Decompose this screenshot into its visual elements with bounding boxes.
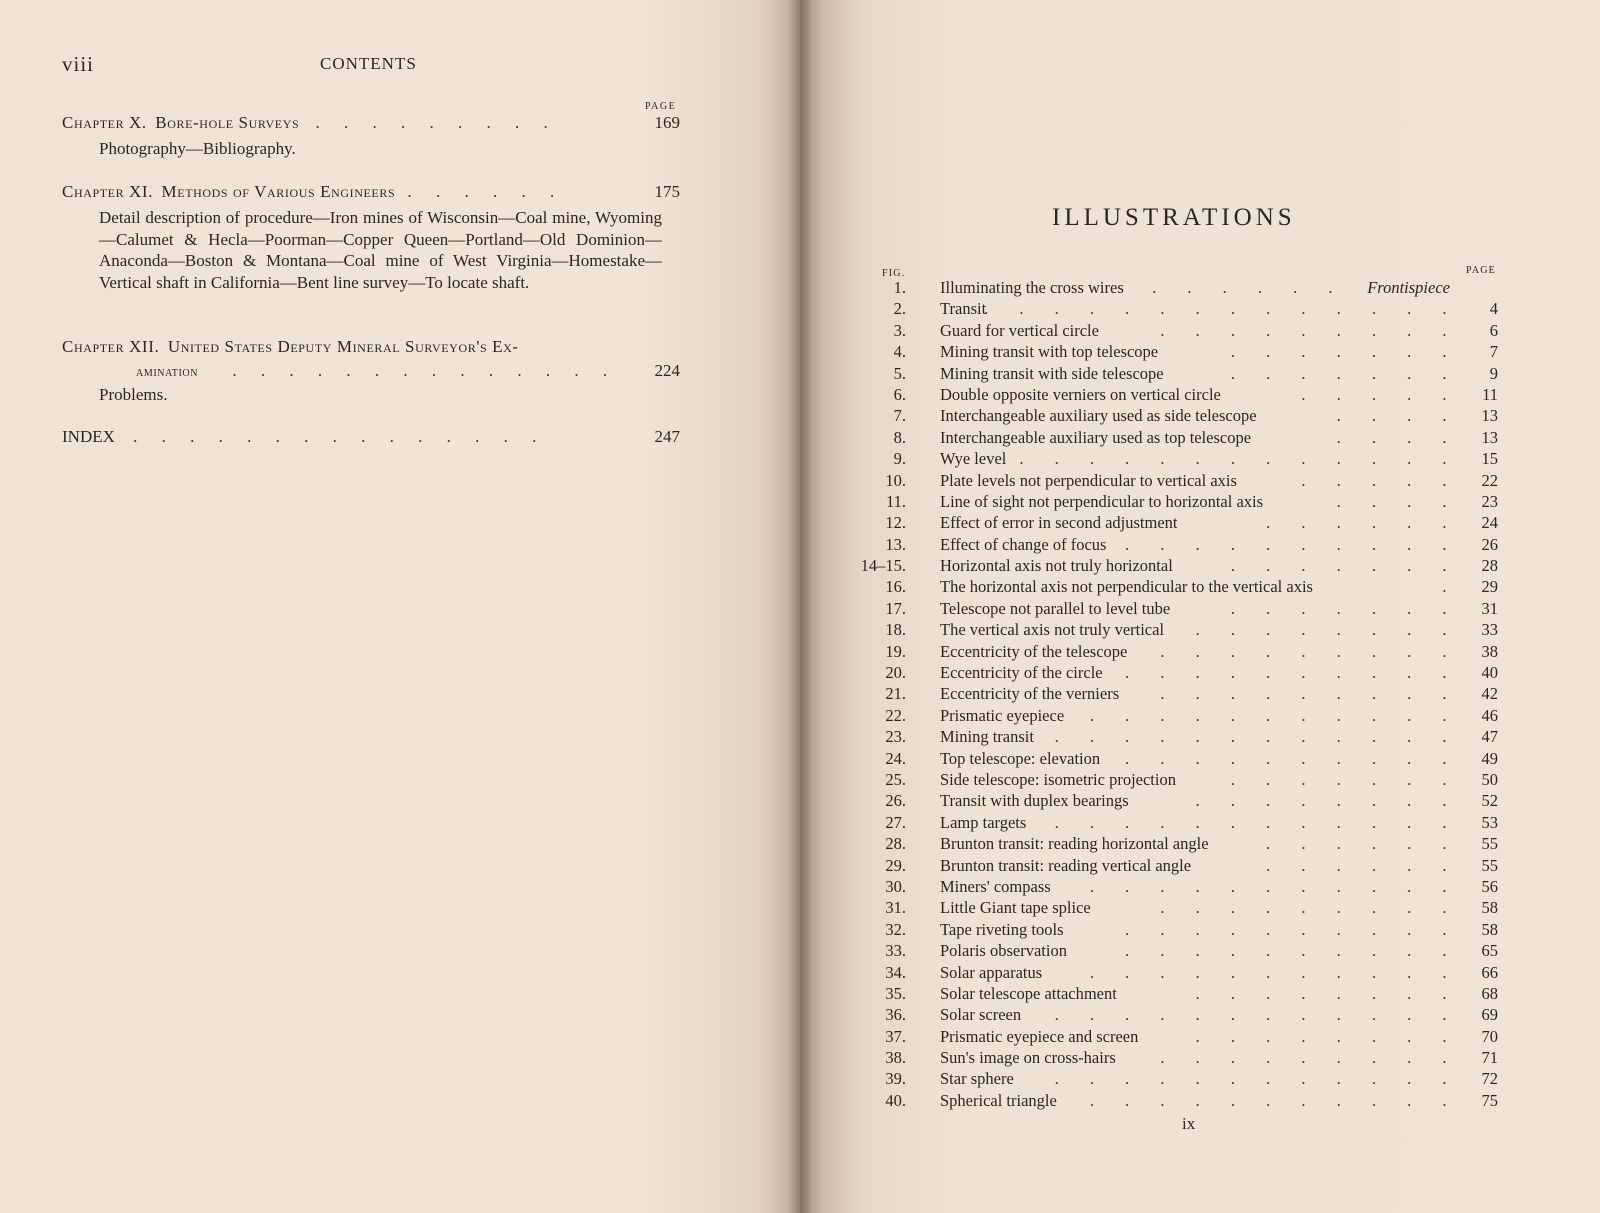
leader-dots: . . . . . . . [1230,556,1460,576]
toc-entry-chapter-xii [62,336,692,406]
figure-page-number: 66 [1481,962,1498,982]
figure-page-number: 13 [1481,406,1498,426]
leader-dots: . . . . [1336,427,1460,447]
figure-number: 27. [885,812,906,832]
leader-dots: . . . . . . . . . . . [1089,962,1460,982]
figure-number: 33. [885,941,906,961]
figure-number: 9. [893,449,906,469]
figure-caption: Guard for vertical circle [940,320,1099,340]
figure-number: 35. [885,983,906,1003]
figure-page-number: 13 [1481,427,1498,447]
figure-page-number: 55 [1481,834,1498,854]
figure-number: 40. [885,1090,906,1110]
figure-number: 37. [885,1026,906,1046]
figure-number: 38. [885,1048,906,1068]
illustration-row [878,855,1508,876]
figure-number: 1. [893,278,906,297]
illustration-row [878,748,1508,769]
illustration-row [878,448,1508,469]
illustration-row [878,812,1508,833]
illustration-row [878,576,1508,597]
figure-caption: Side telescope: isometric projection [940,769,1176,789]
figure-number: 8. [893,427,906,447]
illustration-row [878,405,1508,426]
figure-page-number: 15 [1481,449,1498,469]
figure-number: 14–15. [860,556,906,576]
leader-dots: . . . . . . [1266,855,1460,875]
leader-dots: . . . . . . . . . . . . [1054,812,1460,832]
figure-page-number: Frontispiece [1367,278,1450,297]
figure-number: 23. [885,727,906,747]
figure-caption: Wye level [940,449,1007,469]
illustrations-title: ILLUSTRATIONS [1052,204,1296,231]
figure-number: 24. [885,748,906,768]
figure-caption: Telescope not parallel to level tube [940,598,1171,618]
leader-dots: . . . . . . . [1230,598,1460,618]
illustration-row [878,320,1508,341]
leader-dots: . . . . . . . [1230,363,1460,383]
chapter-title: United States Deputy Mineral Surveyor's Ex- [167,337,519,356]
leader-dots: . . . . . . . . . [315,113,558,132]
toc-entry-chapter-xi [62,181,692,293]
figure-number: 16. [885,577,906,597]
figure-caption: Spherical triangle [940,1090,1057,1110]
chapter-label: Chapter XI. [62,182,154,201]
figure-caption: Mining transit [940,727,1034,747]
leader-dots: . . . . . . . . . . . . [1054,1069,1460,1089]
figure-page-number: 55 [1481,855,1498,875]
fig-column-label: FIG. [882,268,906,279]
figure-page-number: 26 [1481,534,1498,554]
illustration-row [878,491,1508,512]
figure-caption: Interchangeable auxiliary used as side telescope [940,406,1257,426]
figure-number: 2. [893,299,906,319]
illustration-row [878,534,1508,555]
figure-page-number: 72 [1481,1069,1498,1089]
chapter-title: Bore-hole Surveys [155,113,300,132]
chapter-description: Problems. [99,385,168,404]
figure-caption: Effect of change of focus [940,534,1107,554]
figure-caption: Effect of error in second adjustment [940,513,1178,533]
figure-page-number: 4 [1489,299,1498,319]
figure-number: 4. [893,342,906,362]
figure-page-number: 58 [1481,898,1498,918]
chapter-title-continued: amination [136,365,199,380]
chapter-title: Methods of Various Engineers [161,182,396,201]
illustration-row [878,470,1508,491]
figure-number: 7. [893,406,906,426]
leader-dots: . . . . . . . . . . . [1089,876,1460,896]
figure-page-number: 31 [1481,598,1498,618]
illustration-row [878,876,1508,897]
illustration-row [878,619,1508,640]
leader-dots: . . . . . . . . . . . [1089,705,1460,725]
figure-caption: Solar telescope attachment [940,983,1117,1003]
figure-page-number: 40 [1481,663,1498,683]
illustrations-list [860,277,1508,1111]
illustration-row [878,726,1508,747]
figure-page-number: 58 [1481,919,1498,939]
figure-page-number: 33 [1481,620,1498,640]
illustration-row [878,641,1508,662]
figure-number: 31. [885,898,906,918]
illustration-row [878,705,1508,726]
figure-page-number: 23 [1481,491,1498,511]
figure-page-number: 71 [1481,1048,1498,1068]
figure-page-number: 52 [1481,791,1498,811]
chapter-label: Chapter X. [62,113,147,132]
figure-caption: Line of sight not perpendicular to horizontal axis [940,491,1264,511]
illustration-row [878,384,1508,405]
figure-page-number: 69 [1481,1005,1498,1025]
left-page-folio: viii [62,52,95,76]
leader-dots: . . . . . . [1152,278,1346,297]
figure-page-number: 65 [1481,941,1498,961]
illustration-row [878,1047,1508,1068]
figure-number: 30. [885,876,906,896]
illustration-row [878,598,1508,619]
figure-page-number: 68 [1481,983,1498,1003]
illustration-row [878,769,1508,790]
figure-number: 19. [885,641,906,661]
figure-number: 26. [885,791,906,811]
figure-number: 39. [885,1069,906,1089]
illustration-row [878,341,1508,362]
figure-number: 18. [885,620,906,640]
illustration-row [878,962,1508,983]
illustration-row [878,427,1508,448]
figure-page-number: 46 [1481,705,1498,725]
figure-number: 29. [885,855,906,875]
figure-page-number: 75 [1481,1090,1498,1110]
figure-number: 17. [885,598,906,618]
figure-caption: Prismatic eyepiece and screen [940,1026,1139,1046]
figure-number: 36. [885,1005,906,1025]
figure-number: 6. [893,384,906,404]
leader-dots: . . . . . . . . . . [1125,919,1460,939]
illustration-row [878,919,1508,940]
figure-number: 34. [885,962,906,982]
figure-caption: Eccentricity of the circle [940,663,1103,683]
figure-number: 11. [885,491,906,511]
index-page-number: 247 [654,427,680,446]
contents-page-column-label: PAGE [645,101,677,112]
leader-dots: . . . . . . . . . . . . . . [232,361,618,380]
figure-page-number: 53 [1481,812,1498,832]
figure-caption: Eccentricity of the verniers [940,684,1120,704]
figure-caption: Brunton transit: reading horizontal angle [940,834,1209,854]
figure-caption: The vertical axis not truly vertical [940,620,1165,640]
figure-caption: Tape riveting tools [940,919,1064,939]
leader-dots: . . . . . . . . . . [1125,534,1460,554]
leader-dots: . . . . . [1301,470,1460,490]
figure-caption: Miners' compass [940,876,1051,896]
illustration-row [878,983,1508,1004]
figure-caption: Interchangeable auxiliary used as top telescope [940,427,1252,447]
illustration-row [878,1026,1508,1047]
figure-page-number: 22 [1481,470,1498,490]
illustration-row [878,298,1508,319]
figure-number: 22. [885,705,906,725]
illustration-row [878,940,1508,961]
leader-dots: . [1442,577,1460,597]
illustration-row [878,277,1508,298]
leader-dots: . . . . . . . . . . . . [1054,1005,1460,1025]
figure-number: 13. [885,534,906,554]
leader-dots: . . . . . . . . . . [1125,663,1460,683]
leader-dots: . . . . . . . . . . [1125,941,1460,961]
figure-page-number: 38 [1481,641,1498,661]
figure-caption: Illuminating the cross wires [940,278,1124,297]
figure-page-number: 70 [1481,1026,1498,1046]
leader-dots: . . . . . [1301,384,1460,404]
leader-dots: . . . . . . . . . . . . . . . [133,427,547,446]
figure-page-number: 11 [1482,384,1498,404]
leader-dots: . . . . . . . [1230,342,1460,362]
leader-dots: . . . . . . . . . [1160,1048,1460,1068]
figure-page-number: 56 [1481,876,1498,896]
illustration-row [878,897,1508,918]
leader-dots: . . . . . . . . [1195,983,1460,1003]
leader-dots: . . . . . . . . [1195,791,1460,811]
chapter-page-number: 224 [654,361,680,380]
figure-number: 25. [885,769,906,789]
illustrations-page-column-label: PAGE [1466,265,1496,276]
chapter-page-number: 169 [654,113,680,132]
leader-dots: . . . . . . . . . [1160,898,1460,918]
figure-caption: Star sphere [940,1069,1014,1089]
toc-entry-index [62,426,692,448]
figure-caption: Double opposite verniers on vertical circle [940,384,1221,404]
figure-caption: Top telescope: elevation [940,748,1101,768]
figure-number: 32. [885,919,906,939]
leader-dots: . . . . . . . . . [1160,320,1460,340]
leader-dots: . . . . [1336,406,1460,426]
chapter-label: Chapter XII. [62,337,160,356]
illustration-row [878,1090,1508,1111]
figure-caption: Sun's image on cross-hairs [940,1048,1116,1068]
figure-caption: Plate levels not perpendicular to vertical axis [940,470,1237,490]
illustration-row [878,833,1508,854]
right-page-folio: ix [1182,1114,1196,1133]
chapter-description: Detail description of procedure—Iron mines of Wisconsin—Coal mine, Wyoming—Calumet & Hecla—Poorman—Copper Queen—Portland—Old Dominion—Anaconda—Boston & Montana—Coal mine of West Virginia—Homestake—Vertical shaft in California—Bent line survey—To locate shaft. [99,208,662,292]
figure-caption: Brunton transit: reading vertical angle [940,855,1192,875]
toc-entry-chapter-x [62,112,692,160]
figure-page-number: 7 [1489,342,1498,362]
figure-page-number: 6 [1489,320,1498,340]
leader-dots: . . . . . . . . . [1160,684,1460,704]
figure-caption: Lamp targets [940,812,1027,832]
illustration-row [878,1068,1508,1089]
figure-number: 20. [885,663,906,683]
figure-page-number: 9 [1489,363,1498,383]
figure-number: 5. [893,363,906,383]
figure-caption: Transit with duplex bearings [940,791,1129,811]
figure-number: 12. [885,513,906,533]
leader-dots: . . . . . . . . . [1160,641,1460,661]
figure-caption: Transit [940,299,987,319]
leader-dots: . . . . . . . . . . . [1089,1090,1460,1110]
figure-caption: Mining transit with top telescope [940,342,1159,362]
figure-number: 28. [885,834,906,854]
figure-page-number: 50 [1481,769,1498,789]
figure-page-number: 47 [1481,727,1498,747]
chapter-description: Photography—Bibliography. [99,139,296,158]
running-title: CONTENTS [320,54,417,73]
leader-dots: . . . . [1336,491,1460,511]
figure-number: 10. [885,470,906,490]
illustration-row [878,512,1508,533]
figure-number: 3. [893,320,906,340]
figure-page-number: 24 [1481,513,1498,533]
leader-dots: . . . . . . . . . . [1125,748,1460,768]
leader-dots: . . . . . . [407,182,565,201]
leader-dots: . . . . . . . . . . . . . . [984,299,1460,319]
leader-dots: . . . . . . . . . . . . . [1019,449,1460,469]
index-label: INDEX [62,427,115,446]
figure-page-number: 28 [1481,556,1498,576]
figure-number: 21. [885,684,906,704]
figure-page-number: 42 [1481,684,1498,704]
chapter-page-number: 175 [654,182,680,201]
figure-page-number: 29 [1481,577,1498,597]
figure-caption: Horizontal axis not truly horizontal [940,556,1173,576]
leader-dots: . . . . . . [1266,513,1460,533]
figure-caption: Polaris observation [940,941,1067,961]
leader-dots: . . . . . . . . . . . . [1054,727,1460,747]
book-gutter [788,0,812,1213]
figure-caption: Solar apparatus [940,962,1043,982]
leader-dots: . . . . . . . . [1195,620,1460,640]
figure-caption: Prismatic eyepiece [940,705,1065,725]
figure-page-number: 49 [1481,748,1498,768]
illustration-row [860,555,1508,576]
leader-dots: . . . . . . . . [1195,1026,1460,1046]
leader-dots: . . . . . . . [1230,769,1460,789]
figure-caption: Mining transit with side telescope [940,363,1164,383]
figure-caption: Little Giant tape splice [940,898,1091,918]
illustration-row [878,1004,1508,1025]
figure-caption: Solar screen [940,1005,1022,1025]
leader-dots: . . . . . . [1266,834,1460,854]
illustration-row [878,363,1508,384]
figure-caption: The horizontal axis not perpendicular to the vertical axis [940,577,1313,597]
figure-caption: Eccentricity of the telescope [940,641,1128,661]
illustration-row [878,683,1508,704]
left-running-head [62,52,682,80]
illustration-row [878,662,1508,683]
illustration-row [878,790,1508,811]
